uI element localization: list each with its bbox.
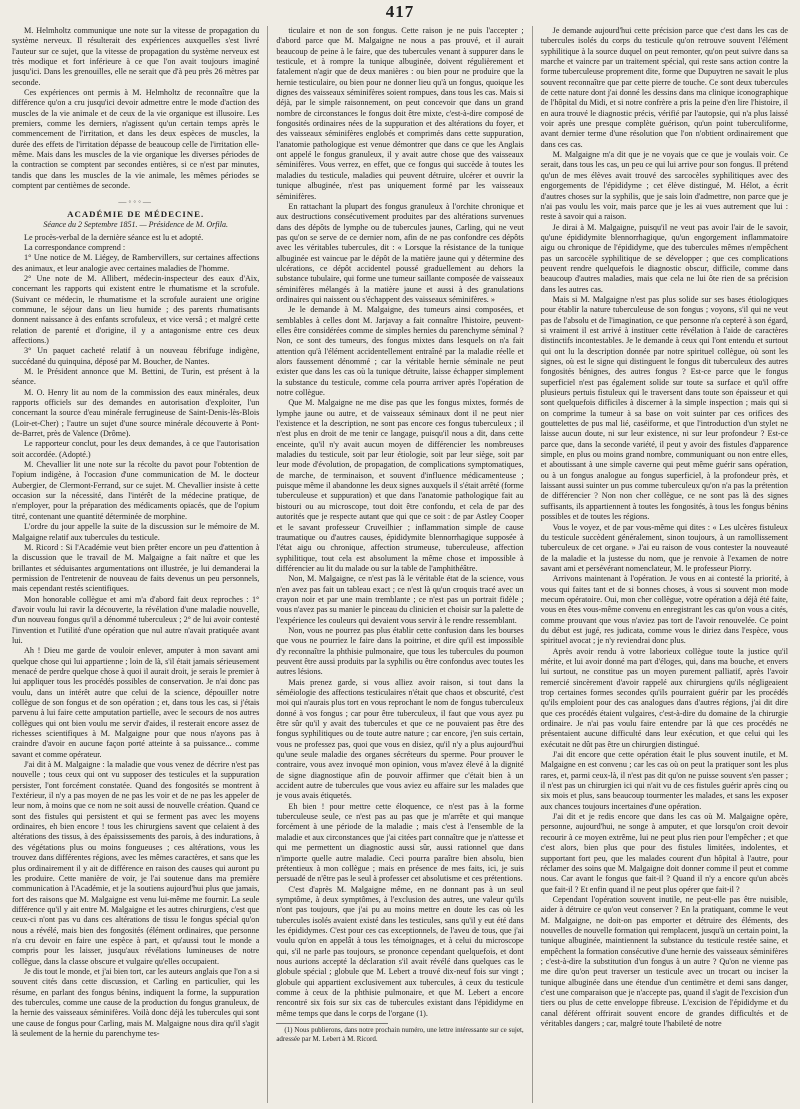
session-line: Séance du 2 Septembre 1851. — Présidence de M. Orfila.: [43, 220, 228, 230]
paragraph: Je dis tout le monde, et j'ai bien tort, car les auteurs anglais que l'on a si souvent cités dans cette discussion, et Carling en particulier, qui les résume, en parlant des fongus bénins, indiquent la forme, la suppuration des tubercules, comme une cause de la production du fongus granuleux, de la hernie des vaisseaux séminifères. Voilà donc déjà les tubercules qui sont une cause de fongus pour Carling, mais M. Malgaigne nous dira qu'il s'agit là seulement de la hernie du parenchyme tes-: [12, 966, 260, 1038]
paragraph: 2° Une note de M. Allibert, médecin-inspecteur des eaux d'Aix, concernant les rapports qui existent entre le rhumatisme et la scrofule. (Suivant ce médecin, le rhumatisme et la scrofule auraient une origine commune, le séjour dans un lieu humide ; des parents rhumatisants donnent naissance à des enfants scrofuleux, et vice versâ ; et malgré cette relation de parenté et d'origine, il y a antagonisme entre ces deux affections.): [12, 273, 260, 345]
section-title: ACADÉMIE DE MÉDECINE.: [67, 208, 205, 219]
paragraph: La correspondance comprend :: [24, 242, 126, 252]
paragraph: C'est d'après M. Malgaigne même, en ne donnant pas à un seul symptôme, à deux symptômes, à l'exclusion des autres, une valeur qu'ils n'ont pas toujours, que j'ai pu au moins mettre en doute les cas où les tubercules isolés avaient existé dans les testicules, sans qu'il y eut été dans les épididymes. C'est pour ces cas exceptionnels, de l'aveu de tous, que j'ai voulu qu'on en appelât à tous les témoignages, et à celui du microscope qui, s'il ne parle pas toujours, se prononce cependant quelquefois, et dont nous aurions accepté la déclaration s'il avait révélé dans quelques cas le globule spécial ; globule que M. Lebert a trouvé dix-neuf fois sur vingt ; globule qui appartient exclusivement aux tubercules, à ceux du testicule comme à ceux de la phthisie pulmonaire, et que M. Lebert a encore rencontré six fois sur six cas de tubercules existant dans l'épididyme en même temps que dans le corps de l'organe (1).: [276, 884, 524, 1018]
paragraph: Mais si M. Malgaigne n'est pas plus solide sur ses bases étiologiques pour établir la nature tuberculeuse de son fongus ; voyons, s'il qui ne veut pas de l'absolu et de l'imagination, ce que personne n'a cepteré à son égard, si vraiment il est arrivé à instituer cette révélation à l'aide de caractères distinctifs incontestables. Je le demande à ceux qui l'ont entendu et surtout qui ont lu la description donnée par notre spirituel collègue, où sont les signes, où est le signe qui distinguent le fongus dit tuberculeux des autres fongosités bénignes, des autres fongus ? Est-ce parce que le fongus superficiel n'est pas également solide sur toute sa surface et qu'il offre plusieurs pertuis fistuleux qui le traversent dans toute son épaisseur et qui sont quelquefois difficiles à discerner à la simple inspection ; mais qui si on comprime la tumeur à sa base on voit suinter par ces orifices des gouttelettes de pus mal lié, caséiforme, et que l'introduction d'un stylet ne laisse aucun doute, ni sur leur existence, ni sur leur profondeur ? Est-ce parce que, dans la seconde variété, il peut y avoir des fistules d'apparence simple, en plus ou moins grand nombre, communiquant ou non entre elles, et aboutissant à une simple caverne qui peut même guérir sans opération, ou à un fongus analogue au fongus superficiel, à la profondeur près, et laissant aussi suinter un pus comme tuberculeux qu'on n'a pas la prétention de différencier ? Non non cher collègue, ce ne sont pas là des signes suffisants, ils appartiennent à toutes les fongosités, à tous les fongus bénins possibles et de toutes les régions.: [540, 294, 788, 522]
footnote: (1) Nous publierons, dans notre prochain numéro, une lettre intéressante sur ce sujet, adressée par M. Lebert à M. Ricord.: [276, 1026, 524, 1043]
paragraph: Ah ! Dieu me garde de vouloir enlever, amputer à mon savant ami quelque chose qui lui appartienne ; loin de là, s'il était jamais sérieusement menacé de perdre quelque chose à quoi il aurait droit, je serais le premier à lui appliquer tous les procédés possibles de conservation. Je n'ai donc pas voulu, dans un intérêt autre que celui de la science, dépouiller notre collègue de son fongus et de son opération ; et, dans tous les cas, si j'étais parvenu à lui faire cette amputation partielle, avec le secours de nos autres collègues qui ont bien voulu me servir d'aides, il resterait encore assez de richesses scientifiques à M. Malgaigne pour que nous n'ayons pas à craindre d'avoir en aucune façon porté atteinte à sa puissance... comme savant et comme opérateur.: [12, 646, 260, 759]
paragraph: Je dirai à M. Malgaigne, puisqu'il ne veut pas avoir l'air de le savoir, qu'une épididymite blennorrhagique, qu'un engorgement inflammatoire aigu ou chronique de l'épididyme, que des tubercules mêmes n'empêchent pas un sarcocèle syphilitique de se développer ; que ces complications peuvent rendre quelquefois le diagnostic obscur, difficile, comme dans beaucoup d'autres maladies, mais que cela ne lui ôte rien de sa précision dans les autres cas.: [540, 222, 788, 294]
paragraph: Non, M. Malgaigne, ce n'est pas là le véritable état de la science, vous n'en avez pas fait un tableau exact ; ce n'est là qu'un croquis tracé avec un crayon noir et par une main tremblante ; ce n'est pas un portrait fidèle ; vous n'avez pas su manier le pinceau du clinicien et choisir sur la palette de l'expérience les couleurs qui devaient vous servir à le rendre ressemblant.: [276, 574, 524, 625]
column-left-body: [12, 26, 259, 192]
paragraph: M. Helmholtz communique une note sur la vitesse de propagation du système nerveux. Il résulterait des expériences auxquelles s'est livré l'auteur sur ce sujet, que la vitesse de propagation du système nerveux est très modique et fort inférieure à ce que l'on avait toujours imaginé jusqu'ici. Dans les grenouilles, elle ne serait que d'à peu près 26 mètres par seconde.: [12, 26, 260, 87]
paragraph: J'ai dit à M. Malgaigne : la maladie que vous venez de décrire n'est pas nouvelle ; tous ceux qui ont vu supposer des testicules et la suppuration persister, l'ont forcément constatée. Quand des fongosités se montrent à l'extérieur, il n'y a pas moyen de ne pas les voir et de ne pas les appeler de leur nom, à moins que ce nom ne soit aussi de nouvelle création. Quand ce sont des fistules qui persistent et qui se ferment pas avec les moyens ordinaires, eh bien encore ! tous les chirurgiens savent que celaient à des altérations des tissus, à des épaississements des parois, à des indurations, à des végétations plus ou moins fongueuses ; ces altérations, vous les trouvez dans différentes régions, avec les mêmes caractères, et sans que les plus ordinairement il y ait de différence en raison des causes qui auront pu les produire. Cette manière de voir, je l'ai soutenue dans ma première communication à l'Académie, et je la soutiens aujourd'hui plus que jamais, fort des raisons que M. Malgaigne est venu lui-même me fournir. La seule différence qu'il y ait entre M. Malgaigne et les autres chirurgiens, c'est que ceux-ci n'ont pas vu dans ces altérations de tissu le fongus spécial qu'on nous a révélé, mais bien des fongosités (élément ordinaires, que personne n'a cru devoir en faire une espèce à part, et qu'aussi tout le monde a compris pour les laisser, jusqu'aux révélations lumineuses de notre collègue, dans la classe obscure et vulgaire qu'elles occupaient.: [12, 760, 260, 966]
paragraph: Que M. Malgaigne ne me dise pas que les fongus mixtes, formés de lymphe jaune ou autre, et de vaisseaux séminaux dont il ne peut nier l'existence et la description, ne sont pas encore ces fongus tuberculeux ; il n'est plus en droit de me tenir ce langage, puisqu'il nous a dit, dans cette enceinte, qu'il n'y avait aucun moyen de différencier les nombreuses maladies du testicule, soit par leur étiologie, soit par leur siège, soit par leur mode d'évolution, de propagation, de complications symptomatiques, de marche, de terminaison, et souvent d'influence médicamenteuse ; puisque même il abandonne les deux signes auxquels il s'était arrêté (forme tuberculeuse et suppuration) et que dans l'anatomie pathologique fait au bistouri ou au microscope, tout doit être confondu, et cela de par des autorités que je respecte autant que qui que ce soit : de par Astley Cooper et le savant professeur Cruveilhier ; inflammation simple de cause traumatique ou d'autres causes, épididymite blennorrhagique supposée à l'état aigu ou chronique, affection strumeuse, tuberculeuse, affection syphilitique, tout cela est absolument la même chose et impossible à différencier au lit du malade ou sur la table de l'amphithéâtre.: [276, 398, 524, 573]
paragraph: Vous le voyez, et de par vous-même qui dites : « Les ulcères fistuleux du testicule succèdent généralement, sinon toujours, à un ramollissement tuberculeux de cet organe. » J'ai eu raison de vous contester la nouveauté de la maladie et la justesse du nom, que je renvoie à l'examen de notre savant ami et persévérant nomenclateur, M. le professeur Piorry.: [540, 522, 788, 573]
paragraph: Après avoir rendu à votre laborieux collègue toute la justice qu'il mérite, et lui avoir donné ma part d'éloges, qui, dans ma bouche, et envers lui surtout, ne constitue pas un moyen purement palliatif, après l'avoir remercié sincèrement d'avoir rappelé aux chirurgiens qu'ils négligeaient trop certaines formes secondes qu'ils pourraient guérir par les procédés qu'ils emploient pour des cas analogues dans d'autres régions, j'ai dit dire que ces procédés étaient vulgaires, c'est-à-dire du domaine de la chirurgie ordinaire. Je n'ai pas voulu faire entendre par là que ces procédés ne présentaient aucune difficulté dans leur exécution, et que celui qui les exécutait ne dût pas être un chirurgien distingué.: [540, 646, 788, 749]
paragraph: Mais prenez garde, si vous alliez avoir raison, si tout dans la séméiologie des affections testiculaires n'était que chaos et obscurité, c'est moi qui n'aurais plus tort en vous reprochant le nom de fongus tuberculeux donné à vos fongus ; car pour être tuberculeux, il faut que vous ayez pu être sûr qu'il y avait des tubercules et que ce ne pouvaient pas être des fongus syphilitiques ou de toute autre nature ; car encore, j'en suis certain, vous ne professez pas, quoi que vous en disiez, qu'il n'y a plus aujourd'hui qu'une seule maladie des organes sécréteurs du sperme. Pour prouver le contraire, vous avez invoqué mon opinion, vous m'avez élevé à la dignité de signe diagnostique afin de pouvoir affirmer que c'était bien à un accident autre de tubercules que vous aviez eu affaire sur les malades que je vous avais étiquetés.: [276, 677, 524, 801]
paragraph: M. Malgaigne m'a dit que je ne voyais que ce que je voulais voir. Ce serait, dans tous les cas, un peu ce qui lui arrive pour son fongus. Il prétend qu'un de mes élèves avait trouvé des sarcocèles syphilitiques avec des engorgements de l'épididyme ; cet élève distingué, M. Hélot, a écrit d'autres choses sur la syphilis, que je sais loin d'admettre, non parce que je n'ai pas voulu les voir, mais parce que je les ai vues autrement que lui : reste à savoir qui a raison.: [540, 150, 788, 222]
column-left-body-continued: [12, 233, 259, 1040]
paragraph: J'ai dit encore que cette opération était le plus souvent inutile, et M. Malgaigne en est convenu ; car les cas où on peut la pratiquer sont les plus rares, et, parmi ceux-là, il n'est pas dit qu'on ne puisse souvent s'en passer ; il n'est pas un chirurgien ici qui n'ait vu de ces fistules guérir après cinq ou six mois et plus, sans beaucoup tourmenter les malades, et sans les exposer aux chances toujours incertaines d'une opération.: [540, 750, 788, 811]
column-middle-body: [276, 26, 523, 1019]
paragraph: J'ai dit et je redis encore que dans les cas où M. Malgaigne opère, personne, aujourd'hui, ne songe à amputer, et que lorsqu'on croit devoir recourir à ce moyen extrême, lui ne peut plus rien pour l'empêcher ; et que c'est alors, bien plus que pour des fistules limitées, indolentes, et supportant fort peu, que les malades courent d'un hôpital à l'autre, pour réclamer des soins que M. Malgaigne doit donner comme il peut et comme nous. Car avant le fongus que fait-il ? Quand il n'y a encore qu'un abcès que fait-il ? Et enfin quand il ne peut plus opérer que fait-il ?: [540, 812, 788, 894]
paragraph: M. O. Henry lit au nom de la commission des eaux minérales, deux rapports officiels sur des demandes en autorisation d'exploiter, l'un concernant la source d'eau minérale ferrugineuse de Saint-Denis-lès-Blois (Loir-et-Cher) ; l'autre un sujet d'une source minérale découverte à Pont-de-Barret, près de Valence (Drôme).: [12, 387, 260, 439]
paragraph: Ces expériences ont permis à M. Helmholtz de reconnaître que la différence qu'on a cru jusqu'ici devoir admettre entre le mode d'action des muscles de la vie animale et de ceux de la vie organique est illusoire. Les premiers, comme les derniers, n'agissent qu'un certain temps après le commencement de l'irritation, et dans les deux espèces de muscles, la durée des effets de l'irritation dépasse de beaucoup celle de l'irritation elle-même. Mais dans les muscles de la vie organique les diverses périodes de la contraction se comptent par secondes entières, si ce n'est par minutes, tandis que dans les muscles de la vie animale, les mêmes périodes se comptent par centièmes de seconde.: [12, 88, 260, 191]
paragraph: L'ordre du jour appelle la suite de la discussion sur le mémoire de M. Malgaigne relatif aux tubercules du testicule.: [12, 522, 260, 542]
section-separator: —◦◦◦—: [118, 196, 153, 206]
paragraph: ticulaire et non de son fongus. Cette raison je ne puis l'accepter ; d'abord parce que M. Malgaigne ne nous a pas prouvé, et il aurait beaucoup de peine à le faire, que des tubercules venant à suppurer dans le testicule, et à rompre la tunique albuginée, doivent régulièrement et fatalement n'agir que de deux manières : ou bien pour ne produire que la hernie testiculaire, ou bien pour ne donner lieu qu'à un fongus, quoique les dignes des vaisseaux séminifères soient rompues, dans tous les cas. Mais si déjà, par le simple raisonnement, on peut concevoir que dans un grand nombre de circonstances le fongus doit être mixte, c'est-à-dire composé de fongosités ordinaires nées de la suppuration et des altérations du foyer, et des vaisseaux séminifères englobés et comprimés dans cette suppuration, l'anatomie pathologique est venue démontrer que dans ce que les Anglais ont appelé le fongus granuleux, il y avait autre chose que des vaisseaux séminifères. Vous verrez, en effet, que ce fongus qui succède à toutes les maladies du testicule, maladies qui peuvent détruire, ulcérer et ouvrir la tunique albuginée, n'est pas uniquement formé par les vaisseaux séminifères.: [276, 26, 524, 201]
paragraph: Je le demande à M. Malgaigne, des tumeurs ainsi composées, et semblables à celles dont M. Jarjavay a fait connaître l'histoire, peuvent-elles être considérées comme de simples hernies du parenchyme séminal ? Non, ce sont des tumeurs, des fongus mixtes dans lesquels on n'a fait attention qu'à l'élément accidentellement entraîné par la maladie réelle et alors faussement dénommé ; car la véritable hernie séminale ne peut exister que dans les cas où la tunique détruite, laisse échapper simplement la substance du testicule, comme cela pourra arriver après l'opération de notre collègue.: [276, 305, 524, 398]
paragraph: En rattachant la plupart des fongus granuleux à l'orchite chronique et aux destructions consécutivement produites par des altérations survenues dans des dépôts de lymphe ou de tubercules jaunes, Carling, qui ne veut pas qu'on se serve de ce dernier nom, afin de ne pas confondre ces dépôts avec les véritables tubercules, dit : « Lorsque la résistance de la tunique albuginée est vaincue par le dépôt de la matière jaune qui y détermine des ulcérations, ce dépôt accidentel poussé graduellement au dehors la substance tubulaire, qui forme une tumeur saillante composée de vaisseaux séminifères mélangés à la matière jaune et aussi à des granulations ordinaires qui naissent ou s'échappent des vaisseaux séminifères. »: [276, 201, 524, 304]
paragraph: 3° Un paquet cacheté relatif à un nouveau fébrifuge indigène, succédané du quinquina, déposé par M. Boucher, de Nantes.: [12, 346, 260, 366]
paragraph: Le procès-verbal de la dernière séance est lu et adopté.: [24, 232, 204, 242]
paragraph: M. Ricord : Si l'Académie veut bien prêter encore un peu d'attention à la discussion que le travail de M. Malgaigne a fait naître et que les brillantes et séduisantes argumentations ont illustrée, je lui demanderai la permission de l'entretenir de nouveau de faits devenus un peu personnels, mais cependant restés scientifiques.: [12, 542, 260, 594]
paragraph: 1° Une notice de M. Liégey, de Rambervillers, sur certaines affections des animaux, et leur analogie avec certaines maladies de l'homme.: [12, 253, 260, 273]
column-right-body: [541, 26, 788, 1029]
paragraph: Arrivons maintenant à l'opération. Je vous en ai contesté la priorité, à vous qui faites tant et de si bonnes choses, à vous si souvent mon mode mecum opératoire. Oui, mon cher collègue, votre opération a déjà été faite, vous en êtes vous-même convenu en enregistrant les cas qu'on vous a cités, comme prouvant que vous n'aviez pas tort de l'avoir renouvelée. Ce point du début est jugé, res judicata, comme vous le diriez dans l'espèce, vous spirituel avocat ; je n'y reviendrai donc plus.: [540, 574, 788, 646]
footnote-rule: [276, 1023, 387, 1024]
paragraph: M. Chevallier lit une note sur la récolte du pavot pour l'obtention de l'opium indigène, à l'occasion d'une communication de M. le docteur Aubergier, de Clermont-Ferrand, sur ce sujet. M. Chevallier insiste à cette occasion sur la nécessité, dans l'intérêt de la médecine pratique, de n'employer, pour la préparation des médicaments opiacés, que de l'opium titré, contenant une quantité déterminée de morphine.: [12, 460, 260, 521]
paragraph: Je demande aujourd'hui cette précision parce que c'est dans les cas de tubercules isolés du corps du testicule qu'on retrouve souvent l'élément syphilitique à la source duquel on peut remonter, qu'on peut suivre dans sa marche et vaincre par un traitement spécial, qui reste sans action contre la forme tuberculeuse proprement dite, forme que Dupuytren ne savait le plus souvent reconnaître que par cette pierre de touche. Ce sont deux tubercules de cette nature dont j'ai donné les dessins dans ma clinique iconographique de l'hôpital du Midi, et si notre confrère a pris la peine d'en lire l'histoire, il en aura trouvé le diagnostic précis, vérifié par l'autopsie, qui n'a plus laissé voir après une presque complète guérison, qu'un point tuberculiforme, avant dernier terme d'une résolution que l'on n'obtient ordinairement que dans ces cas.: [540, 26, 788, 149]
text-columns: [12, 26, 788, 1103]
paragraph: Le rapporteur conclut, pour les deux demandes, à ce que l'autorisation soit accordée. (Adopté.): [12, 439, 260, 459]
column-right: [532, 26, 788, 1103]
paragraph: M. le Président annonce que M. Bettini, de Turin, est présent à la séance.: [12, 367, 260, 387]
column-left: [12, 26, 259, 1103]
column-middle: [267, 26, 523, 1103]
paragraph: Eh bien ! pour mettre cette éloquence, ce n'est pas à la forme tuberculeuse seule, ce n'est pas au pas que je m'arrête et qui manque forcément à une période de la maladie ; mais c'est à l'ensemble de la maladie et aux circonstances que j'ai citées part connaître que je n'attesse et qui me permettent un diagnostic aussi sûr, aussi rationnel que dans n'importe quelle autre maladie. Ceci pourra paraître bien absolu, bien prétentieux à mon collègue ; mais en présence de mes faits, ici, je suis persuadé de n'être pas le seul à professer cet absolutisme et ces prétentions.: [276, 801, 524, 884]
paragraph: Mon honorable collègue et ami m'a d'abord fait deux reproches : 1° d'avoir voulu lui ravir la découverte, la révélation d'une maladie nouvelle, d'un nouveau fongus qu'il a dénommé tuberculeux ; 2° de lui avoir contesté l'invention et l'utilité d'une opération que nul autre n'avait pratiquée avant lui.: [12, 594, 260, 645]
paragraph: Cependant l'opération souvent inutile, ne peut-elle pas être nuisible, aider à détruire ce qu'on veut conserver ? En la pratiquant, comme le veut M. Malgaigne, ne doit-on pas emporter et détruire des éléments, des nouvelles de nouvelle formation qui remplacent, jusqu'à un certain point, la tunique albuginée, maintiennent la substance du testicule restée saine, et empêchent la formation consécutive d'une hernie des vaisseaux séminifères ; c'est-à-dire la substitution d'un fongus à un autre ? Qu'on ne vienne pas me dire qu'on peut traverser un testicule avec un trocart ou inciser la tunique albuginée dans une étendue d'un centimètre et demi sans danger, c'est une comparaison que je n'accepte pas, quand il s'agit de l'excision d'un tiers ou plus de cette enveloppe fibreuse. L'excision de l'épididyme et du canal déférent offrirait souvent encore de grandes difficultés et de véritables dangers ; car, malgré toute l'habileté de notre: [540, 894, 788, 1028]
paragraph: Non, vous ne pourrez pas plus établir cette confusion dans les bourses que vous ne pourriez le faire dans la poitrine, et dire qu'il est impossible d'y reconnaître la phthisie pulmonaire, que tous les tubercules du poumon peuvent être aussi produits par la syphilis ou être confondus avec toutes les autres lésions.: [276, 625, 524, 677]
page-number: 417: [385, 2, 415, 21]
